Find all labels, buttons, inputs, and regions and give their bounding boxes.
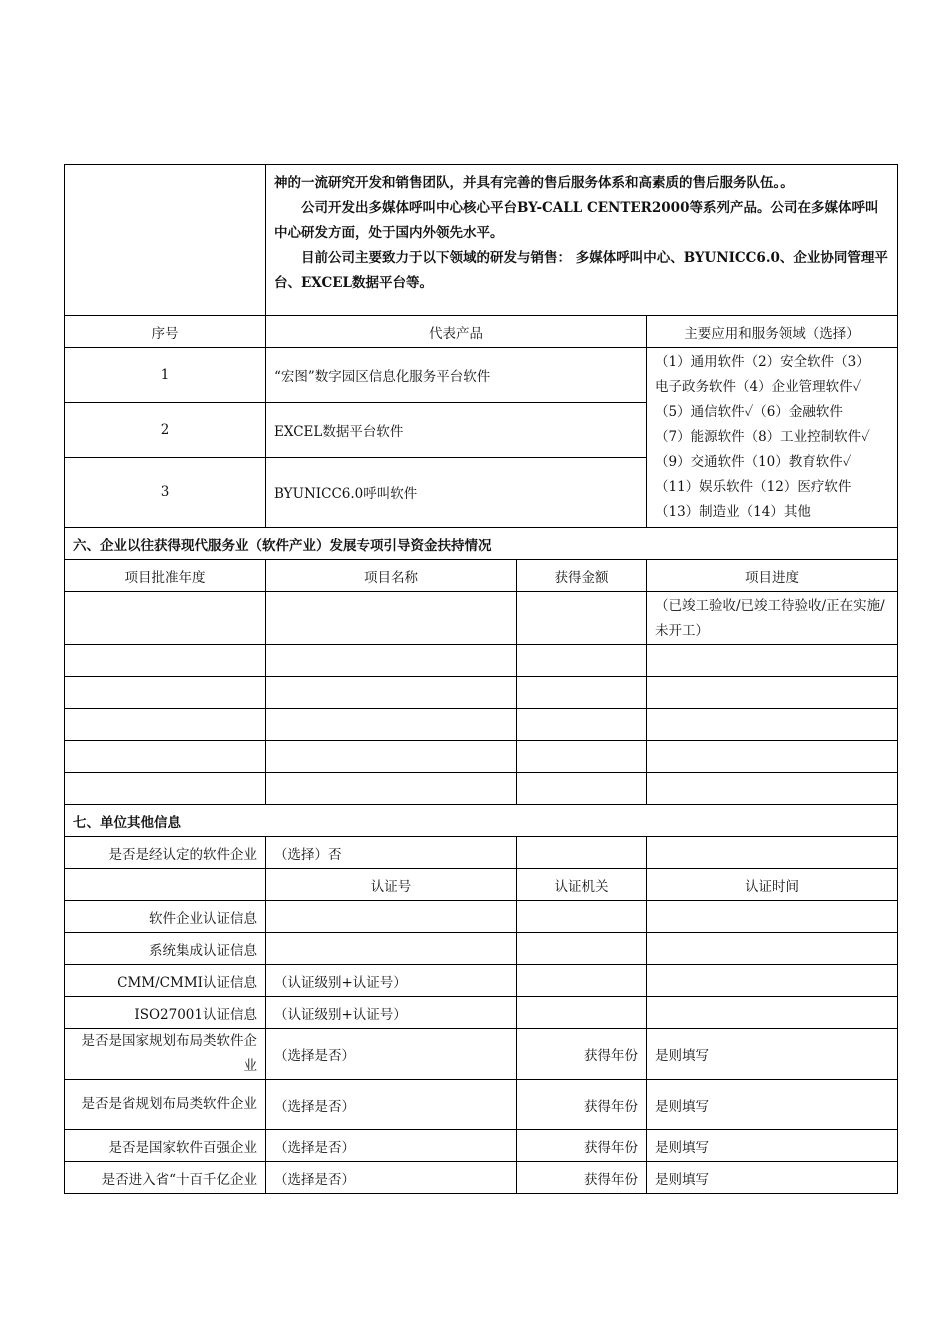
intro-left-cell <box>65 165 266 316</box>
funding-amount-field[interactable] <box>517 709 647 741</box>
planning-national-select[interactable]: （选择是否） <box>266 1029 517 1080</box>
funding-amount-field[interactable] <box>517 741 647 773</box>
company-intro-cell <box>266 165 898 316</box>
section-7-title: 七、单位其他信息 <box>65 805 898 837</box>
enterprise-info-form <box>64 164 898 1194</box>
product-header-name: 代表产品 <box>266 316 647 348</box>
domain-option-line[interactable]: （5）通信软件✓（6）金融软件 <box>655 404 843 420</box>
domain-option-line[interactable]: （7）能源软件（8）工业控制软件✓ <box>655 429 870 445</box>
funding-amount-field[interactable] <box>517 592 647 645</box>
funding-project-field[interactable] <box>266 773 517 805</box>
product-row-no: 1 <box>65 348 266 403</box>
funding-project-field[interactable] <box>266 592 517 645</box>
funding-amount-field[interactable] <box>517 645 647 677</box>
province-enterprise-select[interactable]: （选择是否） <box>266 1162 517 1194</box>
cert-row-label: 系统集成认证信息 <box>65 933 266 965</box>
section-6-title: 六、企业以往获得现代服务业（软件产业）发展专项引导资金扶持情况 <box>65 528 898 560</box>
funding-project-field[interactable] <box>266 645 517 677</box>
domain-option-line[interactable]: （1）通用软件（2）安全软件（3） <box>655 354 870 370</box>
empty-cell <box>517 837 647 869</box>
cert-header-time: 认证时间 <box>647 869 898 901</box>
domain-option-line[interactable]: （13）制造业（14）其他 <box>655 504 811 520</box>
cert-number-field[interactable]: （认证级别+认证号） <box>266 997 517 1029</box>
funding-project-field[interactable] <box>266 709 517 741</box>
intro-line-1: 神的一流研究开发和销售团队，并具有完善的售后服务体系和高素质的售后服务队伍。。 <box>274 175 794 191</box>
product-row-no: 2 <box>65 402 266 457</box>
year-field[interactable]: 是则填写 <box>647 1130 898 1162</box>
cert-time-field[interactable] <box>647 997 898 1029</box>
cert-header-number: 认证号 <box>266 869 517 901</box>
service-domain-options <box>647 348 898 528</box>
planning-provincial-select[interactable]: （选择是否） <box>266 1080 517 1130</box>
funding-amount-field[interactable] <box>517 677 647 709</box>
funding-project-field[interactable] <box>266 741 517 773</box>
cert-authority-field[interactable] <box>517 997 647 1029</box>
intro-line-3: 目前公司主要致力于以下领域的研发与销售： 多媒体呼叫中心、BYUNICC6.0、企业协同管理平台、EXCEL数据平台等。 <box>274 250 888 291</box>
year-label: 获得年份 <box>517 1080 647 1130</box>
funding-progress-field[interactable] <box>647 773 898 805</box>
cert-number-field[interactable] <box>266 901 517 933</box>
product-row-name[interactable]: EXCEL数据平台软件 <box>266 402 647 457</box>
cert-authority-field[interactable] <box>517 933 647 965</box>
cert-time-field[interactable] <box>647 933 898 965</box>
funding-progress-field[interactable] <box>647 741 898 773</box>
empty-cell <box>647 837 898 869</box>
top-100-select[interactable]: （选择是否） <box>266 1130 517 1162</box>
planning-national-label: 是否是国家规划布局类软件企业 <box>65 1029 266 1080</box>
cert-number-field[interactable] <box>266 933 517 965</box>
funding-year-field[interactable] <box>65 709 266 741</box>
cert-row-label: 软件企业认证信息 <box>65 901 266 933</box>
year-field[interactable]: 是则填写 <box>647 1029 898 1080</box>
cert-number-field[interactable]: （认证级别+认证号） <box>266 965 517 997</box>
year-label: 获得年份 <box>517 1029 647 1080</box>
funding-header-progress: 项目进度 <box>647 560 898 592</box>
funding-project-field[interactable] <box>266 677 517 709</box>
year-field[interactable]: 是则填写 <box>647 1162 898 1194</box>
funding-amount-field[interactable] <box>517 773 647 805</box>
province-enterprise-label: 是否进入省“十百千亿企业 <box>65 1162 266 1194</box>
funding-year-field[interactable] <box>65 773 266 805</box>
funding-year-field[interactable] <box>65 645 266 677</box>
product-row-name[interactable]: BYUNICC6.0呼叫软件 <box>266 457 647 527</box>
domain-option-line[interactable]: 电子政务软件（4）企业管理软件✓ <box>655 379 862 395</box>
intro-line-2: 公司开发出多媒体呼叫中心核心平台BY-CALL CENTER2000等系列产品。公司在多媒体呼叫中心研发方面，处于国内外领先水平。 <box>274 200 879 241</box>
year-label: 获得年份 <box>517 1130 647 1162</box>
empty-cell <box>65 869 266 901</box>
cert-time-field[interactable] <box>647 901 898 933</box>
product-header-no: 序号 <box>65 316 266 348</box>
funding-header-amount: 获得金额 <box>517 560 647 592</box>
top-100-label: 是否是国家软件百强企业 <box>65 1130 266 1162</box>
software-enterprise-select[interactable]: （选择）否 <box>266 837 517 869</box>
funding-year-field[interactable] <box>65 677 266 709</box>
funding-year-field[interactable] <box>65 592 266 645</box>
funding-header-year: 项目批准年度 <box>65 560 266 592</box>
funding-header-project: 项目名称 <box>266 560 517 592</box>
planning-provincial-label: 是否是省规划布局类软件企业 <box>65 1080 266 1130</box>
software-enterprise-label: 是否是经认定的软件企业 <box>65 837 266 869</box>
year-label: 获得年份 <box>517 1162 647 1194</box>
cert-time-field[interactable] <box>647 965 898 997</box>
domain-option-line[interactable]: （9）交通软件（10）教育软件✓ <box>655 454 852 470</box>
funding-progress-field[interactable]: （已竣工验收/已竣工待验收/正在实施/未开工） <box>647 592 898 645</box>
cert-row-label: ISO27001认证信息 <box>65 997 266 1029</box>
cert-row-label: CMM/CMMI认证信息 <box>65 965 266 997</box>
product-header-domain: 主要应用和服务领域（选择） <box>647 316 898 348</box>
cert-authority-field[interactable] <box>517 965 647 997</box>
funding-year-field[interactable] <box>65 741 266 773</box>
year-field[interactable]: 是则填写 <box>647 1080 898 1130</box>
product-row-no: 3 <box>65 457 266 527</box>
domain-option-line[interactable]: （11）娱乐软件（12）医疗软件 <box>655 479 852 495</box>
cert-authority-field[interactable] <box>517 901 647 933</box>
funding-progress-field[interactable] <box>647 677 898 709</box>
cert-header-authority: 认证机关 <box>517 869 647 901</box>
funding-progress-field[interactable] <box>647 709 898 741</box>
product-row-name[interactable]: “宏图”数字园区信息化服务平台软件 <box>266 348 647 403</box>
funding-progress-field[interactable] <box>647 645 898 677</box>
